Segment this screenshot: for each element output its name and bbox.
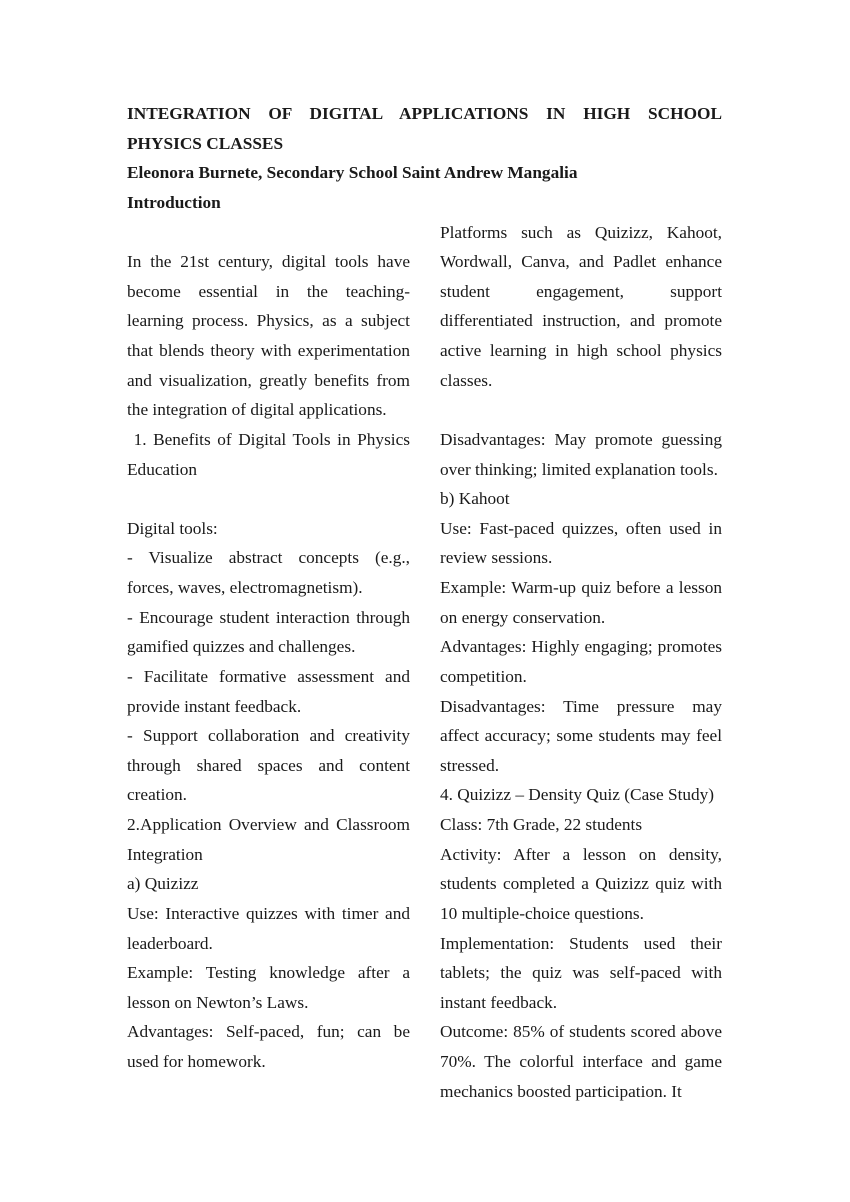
paragraph: Disadvantages: Time pressure may affect accuracy; some students may feel stressed.: [440, 696, 722, 775]
paragraph: Disadvantages: May promote guessing over thinking; limited explanation tools.: [440, 429, 722, 479]
paragraph: b) Kahoot: [440, 489, 510, 509]
paragraph: Example: Testing knowledge after a lesson on Newton’s Laws.: [127, 963, 410, 1012]
paragraph: Advantages: Highly engaging; promotes competition.: [440, 637, 722, 686]
section-heading-introduction: Introduction: [127, 192, 221, 212]
paragraph: Advantages: Self-paced, fun; can be used for homework.: [127, 1022, 410, 1071]
two-column-body: [127, 218, 722, 1107]
paragraph: Use: Fast-paced quizzes, often used in review sessions.: [440, 518, 722, 568]
paragraph: Use: Interactive quizzes with timer and leaderboard.: [127, 903, 410, 953]
paragraph: - Visualize abstract concepts (e.g., forces, waves, electromagnetism).: [127, 548, 410, 597]
paragraph: a) Quizizz: [127, 874, 199, 894]
document-title-line2: PHYSICS CLASSES: [127, 133, 284, 153]
blank-line: [127, 218, 410, 248]
blank-line: [440, 395, 722, 425]
paragraph: 2.Application Overview and Classroom Integration: [127, 815, 410, 864]
document-byline: Eleonora Burnete, Secondary School Saint Andrew Mangalia: [127, 163, 578, 183]
paragraph: Platforms such as Quizizz, Kahoot, Wordwall, Canva, and Padlet enhance student engagement, support differentiated instruction, and promote active learning in high school physics classes.: [440, 222, 722, 390]
blank-line: [127, 484, 410, 514]
paragraph: Activity: After a lesson on density, students completed a Quizizz quiz with 10 multiple-choice questions.: [440, 844, 722, 923]
document-content: [127, 99, 722, 1106]
left-column: [127, 218, 410, 1077]
right-column: [440, 218, 722, 1107]
paragraph: Class: 7th Grade, 22 students: [440, 815, 643, 834]
paragraph: In the 21st century, digital tools have become essential in the teaching-learning process. Physics, as a subject that blends theory with experimentation and visualization, greatly benefits from the integration of digital applications.: [127, 252, 410, 420]
paragraph: 4. Quizizz – Density Quiz (Case Study): [440, 785, 715, 805]
document-title-line1: INTEGRATION OF DIGITAL APPLICATIONS IN HIGH SCHOOL: [127, 104, 722, 123]
paragraph: Implementation: Students used their tablets; the quiz was self-paced with instant feedback.: [440, 933, 722, 1012]
paragraph: Outcome: 85% of students scored above 70%. The colorful interface and game mechanics boosted participation. It: [440, 1022, 722, 1101]
paragraph: Example: Warm-up quiz before a lesson on energy conservation.: [440, 578, 722, 627]
paragraph: - Facilitate formative assessment and provide instant feedback.: [127, 666, 410, 716]
paragraph: Digital tools:: [127, 518, 218, 538]
paragraph: 1. Benefits of Digital Tools in Physics Education: [127, 429, 410, 479]
paragraph: - Encourage student interaction through gamified quizzes and challenges.: [127, 607, 410, 657]
paragraph: - Support collaboration and creativity through shared spaces and content creation.: [127, 726, 410, 805]
